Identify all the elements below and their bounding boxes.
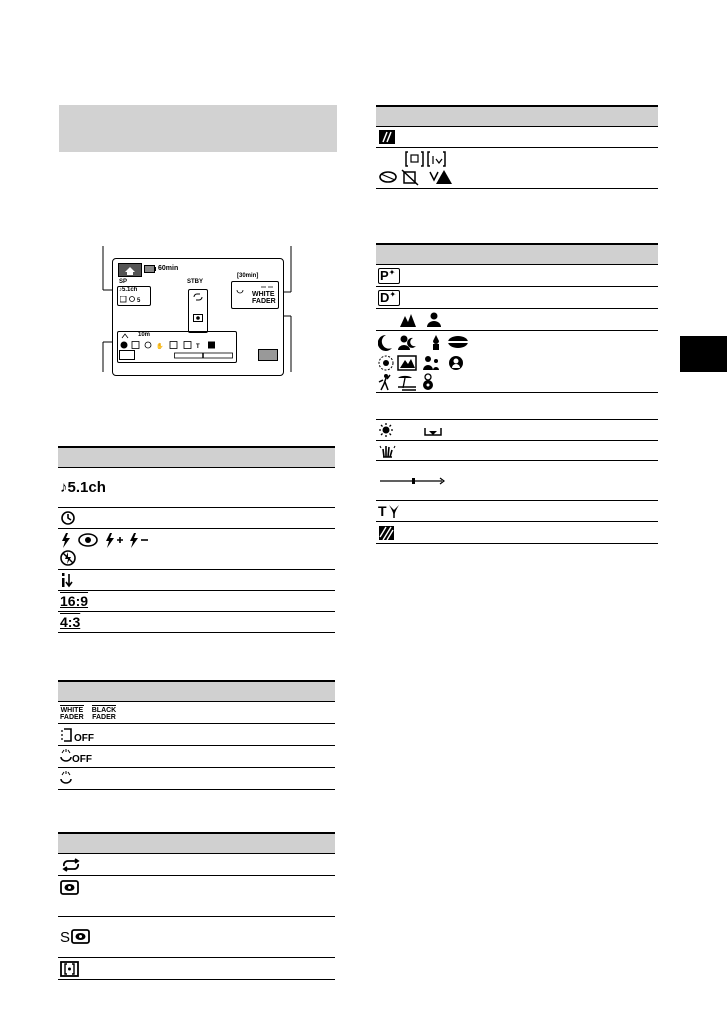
home-icon — [119, 265, 141, 277]
table-row — [376, 441, 658, 461]
table-row — [58, 591, 335, 612]
face-index-off-icon — [235, 287, 247, 295]
ratio-4-3-icon: 4:3 — [60, 614, 81, 630]
table-row — [58, 529, 335, 570]
audio-indicator: ♪5.1ch — [119, 287, 138, 293]
table-row — [58, 917, 335, 958]
fader-icon — [260, 284, 274, 291]
bottom-icons-row — [120, 341, 232, 350]
table-header — [376, 243, 658, 265]
table-row — [58, 958, 335, 980]
table-row — [58, 854, 335, 876]
tape-time: [30min] — [237, 273, 259, 279]
table-row — [376, 393, 658, 420]
steadyshot-icon — [120, 333, 134, 340]
s-display-label: S — [60, 928, 71, 946]
self-timer-icon — [60, 510, 76, 526]
table-row — [58, 612, 335, 633]
table-row — [376, 331, 658, 393]
picture-effect-icon: P ✦ — [378, 268, 400, 284]
audio-5-1ch-icon: ♪5.1ch — [60, 479, 106, 496]
table-row — [58, 508, 335, 529]
record-mode: SP — [119, 279, 128, 285]
repeat-icon — [192, 293, 204, 301]
home-button[interactable] — [118, 263, 142, 277]
svg-text:T: T — [196, 344, 200, 350]
wide-16-9-icon: 16:9 — [60, 593, 89, 609]
warning-icons — [378, 150, 488, 186]
zebra-icon — [378, 129, 396, 145]
white-fader-icon: WHITE FADER — [60, 706, 84, 721]
fader-line1: WHITE — [252, 291, 275, 298]
table-header — [58, 832, 335, 854]
counter: 10m — [138, 332, 151, 338]
table-row — [58, 768, 335, 790]
battery-icon — [144, 265, 156, 273]
table-row — [58, 702, 335, 724]
table-row — [376, 501, 658, 522]
fader-icons — [60, 705, 116, 721]
table-row — [58, 876, 335, 917]
face-index-off-label: OFF — [72, 754, 92, 765]
table-row — [376, 287, 658, 309]
table-row — [376, 420, 658, 441]
table-row — [58, 468, 335, 508]
steadyshot-off-icon — [378, 443, 400, 459]
lcd-backlight-off-icon — [60, 727, 74, 743]
mic-level-low-icon — [60, 572, 78, 588]
digital-effect-icon: D ✦ — [378, 290, 400, 306]
table-header — [58, 446, 335, 468]
playback-display-icon — [60, 880, 80, 896]
flash-icons — [60, 532, 200, 566]
table-row — [58, 724, 335, 746]
table-row — [376, 148, 658, 189]
table-row — [376, 522, 658, 544]
zebra-pattern-icon — [378, 525, 396, 541]
table-row — [376, 461, 658, 501]
option-button[interactable] — [258, 349, 278, 361]
table-lower-right — [376, 243, 658, 544]
tele-macro-icon — [387, 503, 401, 519]
view-images-button[interactable] — [119, 350, 135, 360]
scene-selection-icons — [378, 334, 518, 392]
svg-text:✋: ✋ — [156, 344, 164, 350]
table-row — [58, 746, 335, 768]
fader-line2: FADER — [252, 298, 276, 305]
table-middle-left — [58, 680, 335, 790]
face-index-icon — [60, 771, 74, 787]
table-row — [376, 127, 658, 148]
table-row — [58, 570, 335, 591]
focus-bracket-icon — [60, 961, 80, 977]
remaining-time: 60min — [158, 265, 179, 272]
s-display-icon — [71, 929, 91, 945]
black-fader-icon: BLACK FADER — [91, 706, 117, 721]
lcd-screen-diagram — [112, 258, 284, 376]
table-lower-left — [58, 832, 335, 980]
table-upper-left — [58, 446, 335, 633]
playback-display-icon — [193, 314, 203, 322]
tele-macro-label: T — [378, 503, 387, 519]
lcd-backlight-off-label: OFF — [74, 733, 94, 744]
auto-mode-icons — [378, 311, 448, 329]
table-header — [58, 680, 335, 702]
section-header-bar — [59, 105, 337, 152]
center-indicator-box — [188, 289, 208, 333]
table-upper-right — [376, 105, 658, 189]
face-index-off-icon — [60, 749, 72, 765]
repeat-icon — [60, 857, 82, 873]
table-row — [376, 265, 658, 287]
exposure-bar-icon — [378, 475, 448, 487]
exposure-bar — [174, 352, 234, 360]
table-row — [376, 309, 658, 331]
standby-indicator: STBY — [187, 279, 204, 285]
side-chapter-tab — [680, 336, 727, 372]
white-balance-icons — [378, 422, 448, 438]
indicator-icons — [120, 296, 148, 303]
bottom-indicator-box — [117, 331, 237, 363]
svg-text:5: 5 — [137, 298, 141, 303]
table-header — [376, 105, 658, 127]
left-indicator-box — [117, 286, 151, 306]
right-indicator-box — [231, 281, 279, 309]
